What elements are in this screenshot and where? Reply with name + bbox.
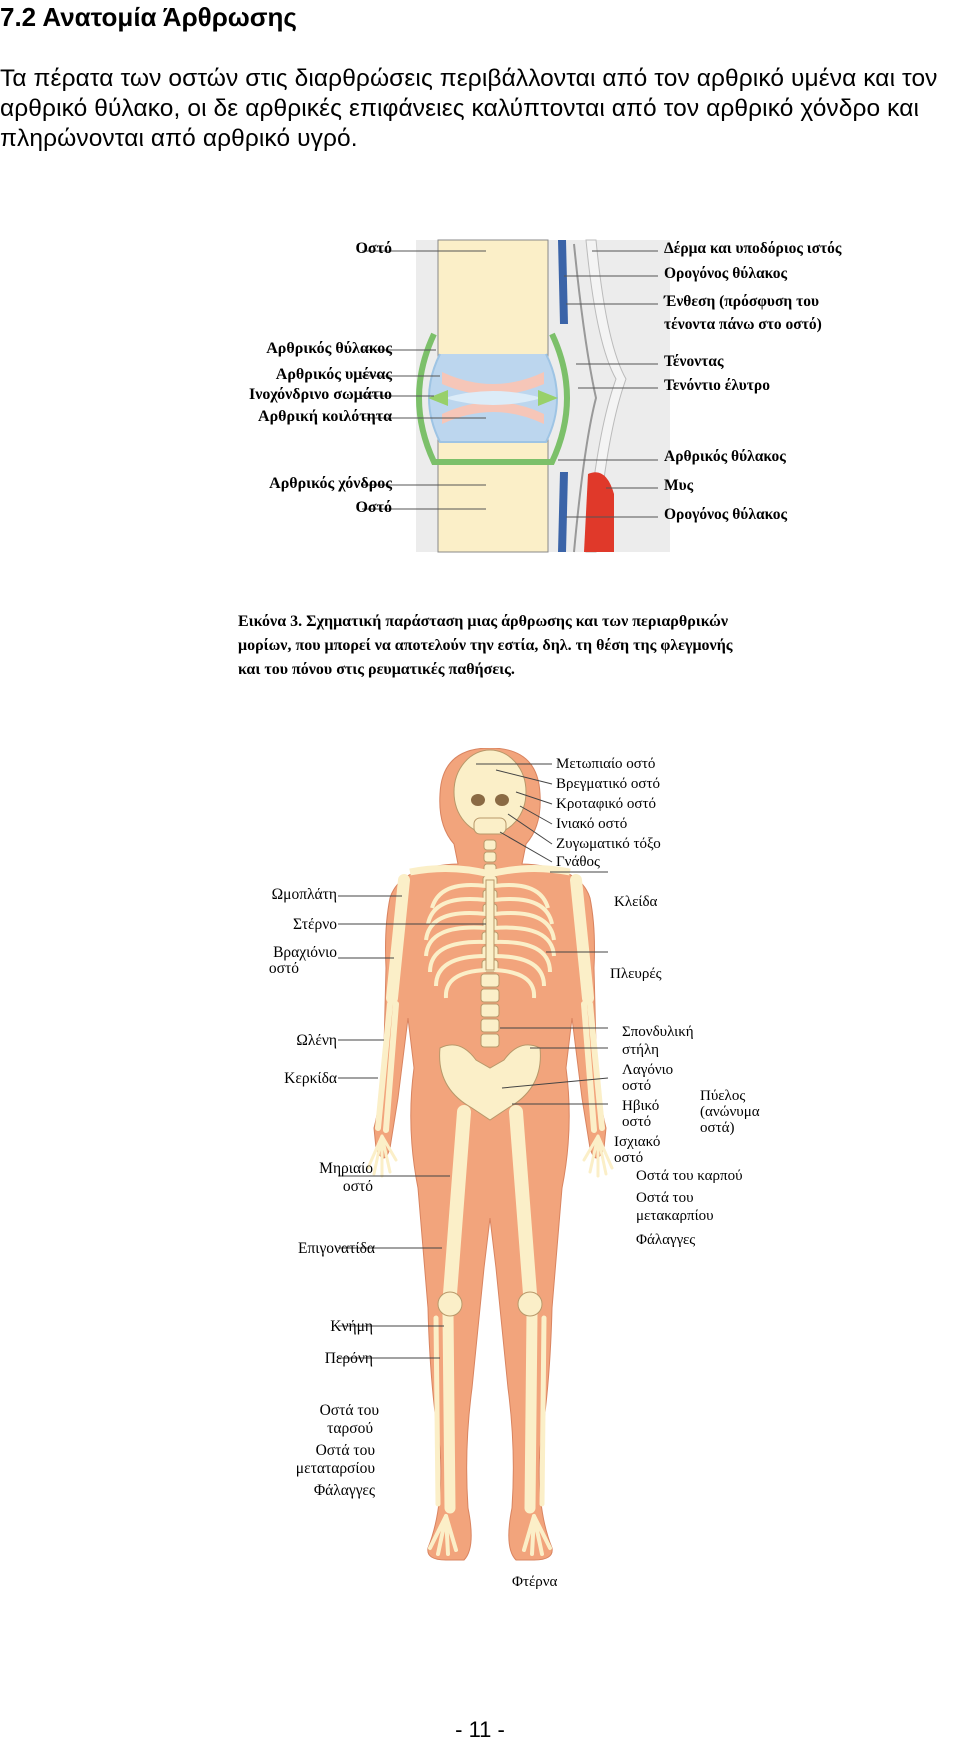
kneecap-left <box>438 1292 462 1316</box>
label-spine-2: στήλη <box>622 1042 659 1058</box>
label-parietal-bone: Βρεγματικό οστό <box>556 776 660 792</box>
label-serous-bursa-bottom: Ορογόνος θύλακος <box>664 506 788 523</box>
label-temporal-bone: Κροταφικό οστό <box>556 796 656 812</box>
label-humerus-2: οστό <box>268 960 299 977</box>
label-metatarsals-2: μεταταρσίου <box>295 1460 375 1477</box>
label-bone-top: Οστό <box>355 240 392 257</box>
label-muscle: Μυς <box>664 477 694 494</box>
label-metacarpals-1: Οστά του <box>636 1190 694 1206</box>
label-pubis-2: οστό <box>622 1114 652 1130</box>
label-sternum: Στέρνο <box>293 916 337 933</box>
label-tendon: Τένοντας <box>664 353 724 370</box>
label-skin: Δέρμα και υποδόριος ιστός <box>664 240 842 257</box>
label-ilium-1: Λαγόνιο <box>622 1062 674 1078</box>
label-ischium-2: οστό <box>614 1150 644 1166</box>
label-ilium-2: οστό <box>622 1078 652 1094</box>
label-pelvis-2: (ανώνυμα <box>700 1104 760 1120</box>
page-number: - 11 - <box>455 1717 505 1742</box>
label-bone-bottom: Οστό <box>355 499 392 516</box>
label-synovial-membrane: Αρθρικός υμένας <box>275 366 392 383</box>
label-phalanges-hand: Φάλαγγες <box>636 1232 696 1248</box>
label-enthesis-2: τένοντα πάνω στο οστό) <box>664 316 822 333</box>
label-joint-capsule-right: Αρθρικός θύλακος <box>664 448 786 465</box>
caption-line-3: και του πόνου στις ρευματικές παθήσεις. <box>238 661 515 678</box>
label-femur-2: οστό <box>342 1178 373 1195</box>
label-metacarpals-2: μετακαρπίου <box>636 1208 714 1224</box>
label-pelvis-1: Πύελος <box>700 1088 746 1104</box>
label-spine-1: Σπονδυλική <box>622 1024 694 1040</box>
eye-socket-right <box>495 794 509 806</box>
label-occipital-bone: Ινιακό οστό <box>556 816 628 832</box>
label-tendon-sheath: Τενόντιο έλυτρο <box>664 377 770 394</box>
kneecap-right <box>518 1292 542 1316</box>
label-joint-cavity: Αρθρική κοιλότητα <box>258 408 392 425</box>
label-clavicle: Κλείδα <box>614 894 658 910</box>
skeleton-figure <box>268 748 810 1598</box>
label-joint-capsule: Αρθρικός θύλακος <box>266 340 392 357</box>
caption-line-2: μορίων, που μπορεί να αποτελούν την εστία, δηλ. τη θέση της φλεγμονής <box>238 637 733 654</box>
label-serous-bursa-top: Ορογόνος θύλακος <box>664 265 788 282</box>
label-metatarsals-1: Οστά του <box>315 1442 375 1459</box>
jaw <box>474 818 506 834</box>
section-heading: 7.2 Ανατομία Άρθρωσης <box>0 2 297 32</box>
label-ulna: Ωλένη <box>296 1032 337 1049</box>
label-scapula: Ωμοπλάτη <box>271 886 337 903</box>
label-tarsals-2: ταρσού <box>327 1420 373 1437</box>
joint-figure <box>186 204 906 724</box>
intro-paragraph: Τα πέρατα των οστών στις διαρθρώσεις περιβάλλονται από τον αρθρικό υμένα και τον αρθρικό θύλακο, οι δε αρθρικές επιφάνειες καλύπτονται από τον αρθρικό χόνδρο και πληρώνονται από αρθρικό υγρό. <box>0 65 938 152</box>
label-jaw: Γνάθος <box>556 854 600 870</box>
label-patella: Επιγονατίδα <box>297 1240 375 1257</box>
label-tibia: Κνήμη <box>330 1318 373 1335</box>
joint-caption <box>238 610 878 682</box>
label-carpals: Οστά του καρπού <box>636 1168 743 1184</box>
caption-text-1: Σχηματική παράσταση μιας άρθρωσης και των περιαρθρικών <box>306 613 729 630</box>
foot-bones <box>430 1516 550 1554</box>
label-ribs: Πλευρές <box>610 966 662 982</box>
label-humerus-1: Βραχιόνιο <box>273 944 337 961</box>
label-ischium-1: Ισχιακό <box>614 1134 661 1150</box>
caption-figure-label: Εικόνα 3. <box>238 613 303 630</box>
label-fibrocartilage: Ινοχόνδρινο σωμάτιο <box>249 386 392 403</box>
label-zygomatic-arch: Ζυγωματικό τόξο <box>556 836 661 852</box>
sternum <box>486 880 494 970</box>
label-enthesis-1: Ένθεση (πρόσφυση του <box>664 293 820 310</box>
label-articular-cartilage: Αρθρικός χόνδρος <box>269 475 392 492</box>
caption-line-1 <box>238 610 878 634</box>
label-fibula: Περόνη <box>324 1350 373 1367</box>
label-femur-1: Μηριαίο <box>319 1160 373 1177</box>
eye-socket-left <box>471 794 485 806</box>
label-heel: Φτέρνα <box>512 1574 558 1590</box>
label-phalanges-foot: Φάλαγγες <box>313 1482 375 1499</box>
label-frontal-bone: Μετωπιαίο οστό <box>556 756 656 772</box>
label-pubis-1: Ηβικό <box>622 1098 660 1114</box>
label-radius: Κερκίδα <box>284 1070 337 1087</box>
label-pelvis-3: οστά) <box>700 1120 735 1136</box>
muscle-shape <box>584 472 614 552</box>
label-tarsals-1: Οστά του <box>319 1402 379 1419</box>
